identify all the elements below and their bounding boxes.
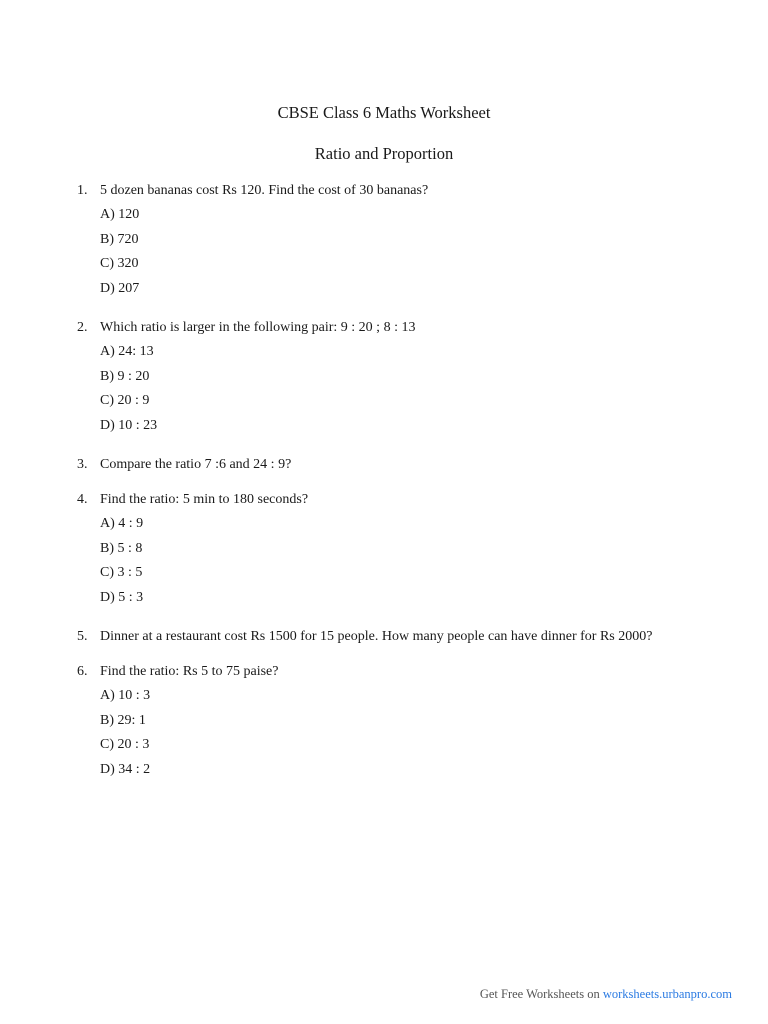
question-list xyxy=(0,181,768,799)
answer-option: C) 20 : 3 xyxy=(100,737,150,752)
question-text: 5 dozen bananas cost Rs 120. Find the cost of 30 bananas? xyxy=(100,183,429,198)
question-text: Dinner at a restaurant cost Rs 1500 for 15 people. How many people can have dinner for Rs 2000? xyxy=(100,629,653,644)
question-item xyxy=(0,627,768,647)
answer-option: C) 3 : 5 xyxy=(100,565,143,580)
answer-option: A) 10 : 3 xyxy=(100,688,151,703)
answer-option: C) 320 xyxy=(100,256,139,271)
question-text: Find the ratio: 5 min to 180 seconds? xyxy=(100,492,309,507)
question-item xyxy=(0,181,768,303)
answer-option: B) 5 : 8 xyxy=(100,540,143,556)
question-item xyxy=(0,662,768,784)
option-list xyxy=(0,205,768,303)
question-line xyxy=(0,181,768,201)
option-list xyxy=(0,686,768,784)
question-line xyxy=(0,662,768,682)
page-subtitle: Ratio and Proportion xyxy=(314,144,454,163)
answer-option: D) 10 : 23 xyxy=(100,417,158,433)
question-text: Which ratio is larger in the following pair: 9 : 20 ; 8 : 13 xyxy=(100,320,416,335)
answer-option: C) 20 : 9 xyxy=(100,393,150,408)
question-text: Find the ratio: Rs 5 to 75 paise? xyxy=(100,664,279,679)
question-text: Compare the ratio 7 :6 and 24 : 9? xyxy=(100,457,292,472)
question-item xyxy=(0,318,768,440)
answer-option: B) 9 : 20 xyxy=(100,368,150,384)
question-number: 1. xyxy=(77,183,88,198)
question-number: 4. xyxy=(77,492,88,507)
question-number: 5. xyxy=(77,629,88,644)
question-item xyxy=(0,455,768,475)
footer xyxy=(480,987,732,1002)
answer-option: A) 24: 13 xyxy=(100,344,154,359)
answer-option: A) 4 : 9 xyxy=(100,516,144,531)
answer-option: A) 120 xyxy=(100,207,140,222)
answer-option: B) 29: 1 xyxy=(100,712,146,728)
answer-option: D) 34 : 2 xyxy=(100,761,151,777)
answer-option: B) 720 xyxy=(100,231,139,247)
answer-option: D) 207 xyxy=(100,280,140,296)
question-line xyxy=(0,490,768,510)
question-item xyxy=(0,490,768,612)
question-line xyxy=(0,455,768,475)
option-list xyxy=(0,342,768,440)
question-number: 2. xyxy=(77,320,88,335)
option-list xyxy=(0,514,768,612)
footer-prefix: Get Free Worksheets on xyxy=(479,987,603,1001)
page-title: CBSE Class 6 Maths Worksheet xyxy=(277,103,491,122)
footer-link[interactable]: worksheets.urbanpro.com xyxy=(602,987,732,1001)
question-number: 3. xyxy=(77,457,88,472)
question-number: 6. xyxy=(77,664,88,679)
question-line xyxy=(0,318,768,338)
answer-option: D) 5 : 3 xyxy=(100,589,144,605)
question-line xyxy=(0,627,768,647)
